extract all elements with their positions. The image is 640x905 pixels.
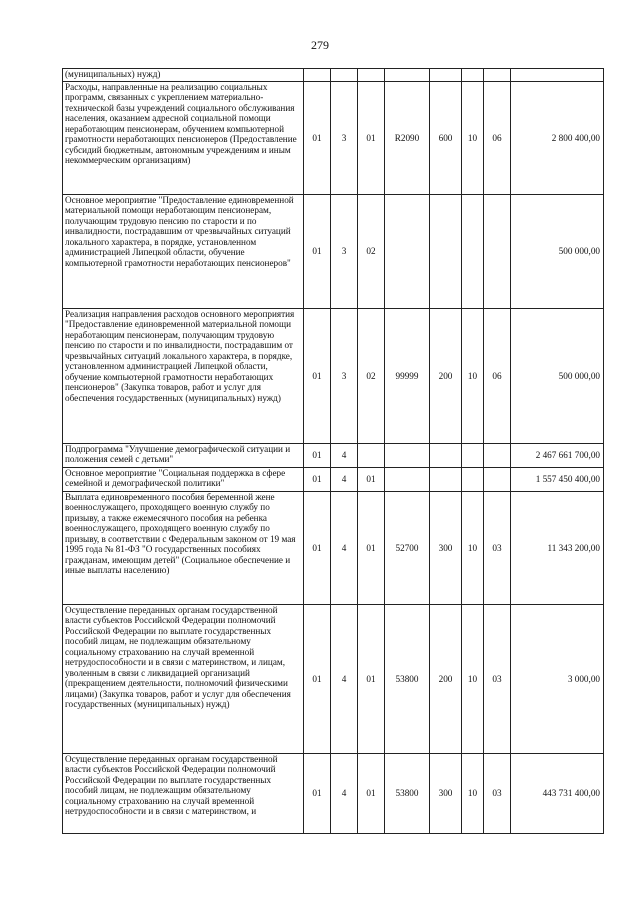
- table-row: [63, 492, 604, 605]
- activity-code: [358, 69, 385, 82]
- subsection-code: [484, 195, 511, 309]
- expense-direction-code: 99999: [385, 309, 430, 444]
- expense-type-code: 200: [430, 605, 462, 754]
- row-description: Основное мероприятие "Социальная поддержка в сфере семейной и демографической политики": [63, 468, 304, 492]
- program-code: 01: [304, 195, 331, 309]
- activity-code: 02: [358, 195, 385, 309]
- subprogram-code: 3: [331, 309, 358, 444]
- amount: 11 343 200,00: [511, 492, 604, 605]
- expense-type-code: [430, 468, 462, 492]
- section-code: [462, 195, 484, 309]
- subsection-code: 03: [484, 492, 511, 605]
- subsection-code: 03: [484, 754, 511, 834]
- amount: 2 800 400,00: [511, 82, 604, 195]
- activity-code: 01: [358, 82, 385, 195]
- row-description: Реализация направления расходов основного мероприятия "Предоставление единовременной материальной помощи неработающим пенсионерам, получающим трудовую пенсию по старости и по инвалидности, пострадавшим от чрезвычайных ситуаций локального характера, в порядке, установленном администрацией Липецкой области, обучение компьютерной грамотности неработающих пенсионеров" (Закупка товаров, работ и услуг для обеспечения государственных (муниципальных) нужд): [63, 309, 304, 444]
- expense-direction-code: 53800: [385, 605, 430, 754]
- amount: 1 557 450 400,00: [511, 468, 604, 492]
- expense-direction-code: [385, 468, 430, 492]
- subsection-code: 06: [484, 82, 511, 195]
- row-description: Основное мероприятие "Предоставление единовременной материальной помощи неработающим пенсионерам, получающим трудовую пенсию по старости и по инвалидности, пострадавшим от чрезвычайных ситуаций локального характера, в порядке, установленном администрацией Липецкой области, обучение компьютерной грамотности неработающих пенсионеров": [63, 195, 304, 309]
- expense-type-code: [430, 444, 462, 468]
- table-row: [63, 309, 604, 444]
- amount: 443 731 400,00: [511, 754, 604, 834]
- program-code: 01: [304, 309, 331, 444]
- section-code: 10: [462, 605, 484, 754]
- page-number: 279: [311, 38, 329, 52]
- subprogram-code: 4: [331, 444, 358, 468]
- table-row: [63, 605, 604, 754]
- subprogram-code: 3: [331, 195, 358, 309]
- row-description: Осуществление переданных органам государственной власти субъектов Российской Федерации полномочий Российской Федерации по выплате государственных пособий лицам, не подлежащим обязательному социальному страхованию на случай временной нетрудоспособности и в связи с материнством, и лицам, уволенным в связи с ликвидацией организаций (прекращением деятельности, полномочий физическими лицами) (Закупка товаров, работ и услуг для обеспечения государственных (муниципальных) нужд): [63, 605, 304, 754]
- row-description: Выплата единовременного пособия беременной жене военнослужащего, проходящего военную службу по призыву, а также ежемесячного пособия на ребенка военнослужащего, проходящего военную службу по призыву, в соответствии с Федеральным законом от 19 мая 1995 года № 81-ФЗ "О государственных пособиях гражданам, имеющим детей" (Социальное обеспечение и иные выплаты населению): [63, 492, 304, 605]
- expense-direction-code: 53800: [385, 754, 430, 834]
- table-row: [63, 82, 604, 195]
- expense-direction-code: 52700: [385, 492, 430, 605]
- activity-code: 01: [358, 492, 385, 605]
- expense-direction-code: R2090: [385, 82, 430, 195]
- program-code: [304, 69, 331, 82]
- section-code: [462, 468, 484, 492]
- amount: 2 467 661 700,00: [511, 444, 604, 468]
- expense-type-code: [430, 195, 462, 309]
- program-code: 01: [304, 492, 331, 605]
- subsection-code: [484, 444, 511, 468]
- subsection-code: [484, 69, 511, 82]
- activity-code: 01: [358, 605, 385, 754]
- subprogram-code: 3: [331, 82, 358, 195]
- table-row: [63, 444, 604, 468]
- table-row: [63, 468, 604, 492]
- subsection-code: [484, 468, 511, 492]
- section-code: 10: [462, 82, 484, 195]
- budget-table: [62, 68, 604, 834]
- expense-direction-code: [385, 69, 430, 82]
- row-description: Подпрограмма "Улучшение демографической ситуации и положения семей с детьми": [63, 444, 304, 468]
- amount: 500 000,00: [511, 309, 604, 444]
- subsection-code: 06: [484, 309, 511, 444]
- subsection-code: 03: [484, 605, 511, 754]
- expense-type-code: [430, 69, 462, 82]
- subprogram-code: [331, 69, 358, 82]
- row-description: Осуществление переданных органам государственной власти субъектов Российской Федерации полномочий Российской Федерации по выплате государственных пособий лицам, не подлежащим обязательному социальному страхованию на случай временной нетрудоспособности и в связи с материнством, и: [63, 754, 304, 834]
- activity-code: 02: [358, 309, 385, 444]
- expense-type-code: 300: [430, 754, 462, 834]
- section-code: [462, 444, 484, 468]
- amount: 3 000,00: [511, 605, 604, 754]
- section-code: [462, 69, 484, 82]
- table-row: [63, 69, 604, 82]
- program-code: 01: [304, 605, 331, 754]
- activity-code: 01: [358, 754, 385, 834]
- table-row: [63, 754, 604, 834]
- table-row: [63, 195, 604, 309]
- section-code: 10: [462, 309, 484, 444]
- program-code: 01: [304, 468, 331, 492]
- subprogram-code: 4: [331, 468, 358, 492]
- expense-direction-code: [385, 444, 430, 468]
- row-description: (муниципальных) нужд): [63, 69, 304, 82]
- amount: 500 000,00: [511, 195, 604, 309]
- expense-direction-code: [385, 195, 430, 309]
- activity-code: 01: [358, 468, 385, 492]
- amount: [511, 69, 604, 82]
- section-code: 10: [462, 492, 484, 605]
- subprogram-code: 4: [331, 492, 358, 605]
- activity-code: [358, 444, 385, 468]
- expense-type-code: 300: [430, 492, 462, 605]
- expense-type-code: 600: [430, 82, 462, 195]
- expense-type-code: 200: [430, 309, 462, 444]
- program-code: 01: [304, 754, 331, 834]
- subprogram-code: 4: [331, 754, 358, 834]
- program-code: 01: [304, 444, 331, 468]
- section-code: 10: [462, 754, 484, 834]
- program-code: 01: [304, 82, 331, 195]
- row-description: Расходы, направленные на реализацию социальных программ, связанных с укреплением материально-технической базы учреждений социального обслуживания населения, оказанием адресной социальной помощи неработающим пенсионерам, обучением компьютерной грамотности неработающих пенсионеров (Предоставление субсидий бюджетным, автономным учреждениям и иным некоммерческим организациям): [63, 82, 304, 195]
- subprogram-code: 4: [331, 605, 358, 754]
